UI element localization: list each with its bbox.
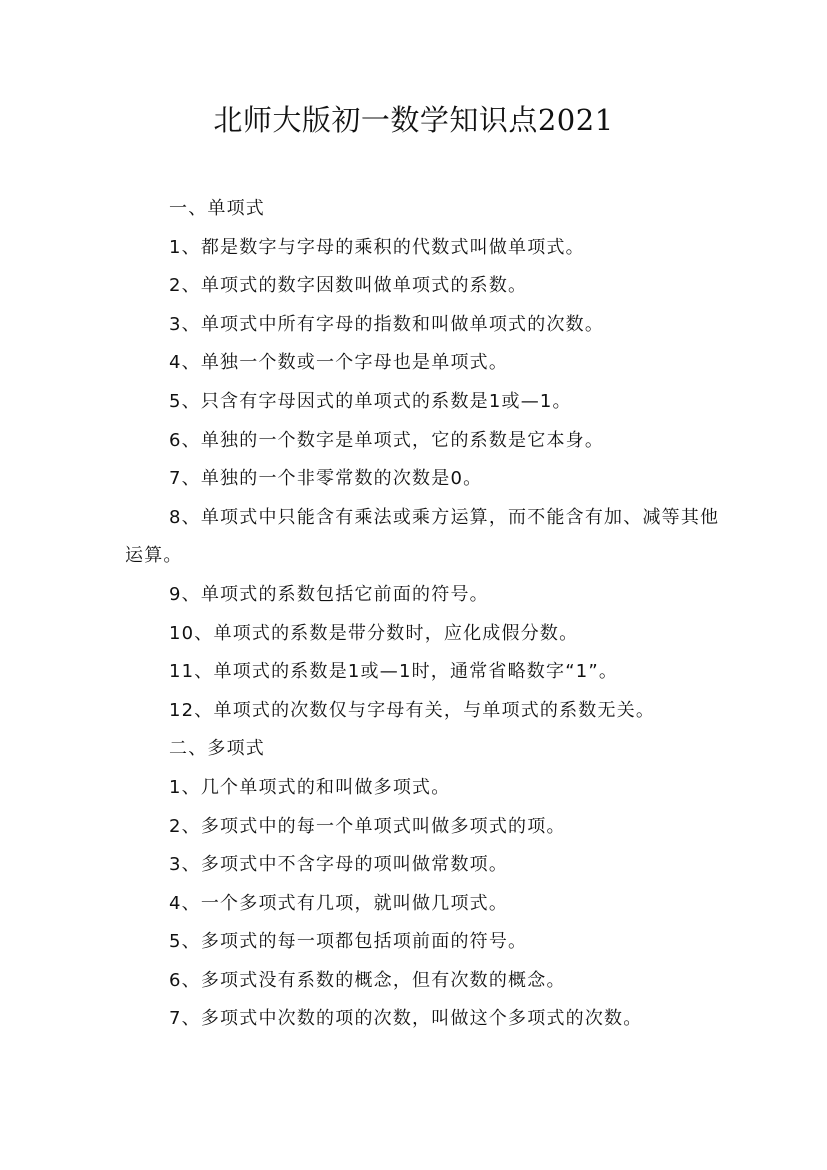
list-item: 2、多项式中的每一个单项式叫做多项式的项。 bbox=[169, 815, 566, 837]
list-item: 3、单项式中所有字母的指数和叫做单项式的次数。 bbox=[169, 313, 605, 335]
list-item: 1、都是数字与字母的乘积的代数式叫做单项式。 bbox=[169, 236, 585, 258]
list-item: 7、单独的一个非零常数的次数是0。 bbox=[169, 468, 483, 490]
list-item: 4、单独一个数或一个字母也是单项式。 bbox=[169, 352, 509, 374]
list-item: 5、只含有字母因式的单项式的系数是1或—1。 bbox=[169, 390, 572, 412]
list-item: 11、单项式的系数是1或—1时，通常省略数字“1”。 bbox=[169, 661, 619, 683]
list-item: 6、多项式没有系数的概念，但有次数的概念。 bbox=[169, 969, 566, 991]
list-item: 9、单项式的系数包括它前面的符号。 bbox=[169, 583, 489, 605]
list-item: 1、几个单项式的和叫做多项式。 bbox=[169, 776, 451, 798]
list-item: 6、单独的一个数字是单项式，它的系数是它本身。 bbox=[169, 429, 605, 451]
list-item: 5、多项式的每一项都包括项前面的符号。 bbox=[169, 931, 528, 953]
document-body bbox=[125, 190, 725, 1039]
list-item: 4、一个多项式有几项，就叫做几项式。 bbox=[169, 892, 509, 914]
section-heading: 一、单项式 bbox=[169, 198, 265, 219]
list-item: 3、多项式中不含字母的项叫做常数项。 bbox=[169, 854, 509, 876]
list-item: 7、多项式中次数的项的次数，叫做这个多项式的次数。 bbox=[169, 1008, 643, 1030]
list-item: 12、单项式的次数仅与字母有关，与单项式的系数无关。 bbox=[169, 699, 656, 721]
page-title: 北师大版初一数学知识点2021 bbox=[213, 103, 614, 137]
list-item: 8、单项式中只能含有乘法或乘方运算，而不能含有加、减等其他运算。 bbox=[125, 506, 720, 567]
list-item: 10、单项式的系数是带分数时，应化成假分数。 bbox=[169, 622, 579, 644]
section-heading: 二、多项式 bbox=[169, 738, 265, 760]
list-item: 2、单项式的数字因数叫做单项式的系数。 bbox=[169, 275, 528, 297]
